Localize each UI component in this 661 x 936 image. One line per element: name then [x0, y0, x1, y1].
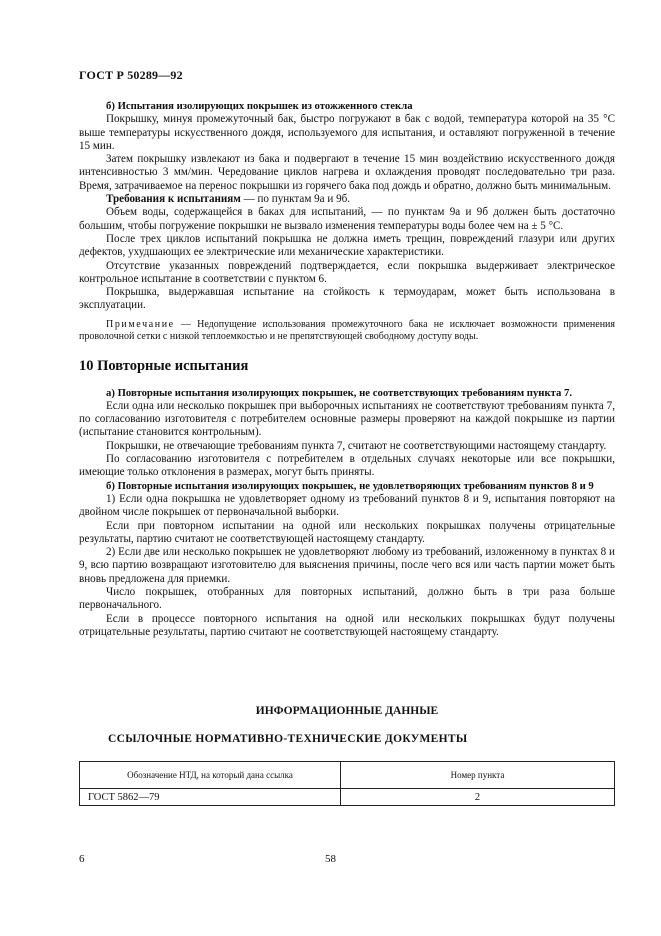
- paragraph: Покрышку, минуя промежуточный бак, быстро погружают в бак с водой, температура которой на 35 °С выше температуры искусственного дождя, используемого для испытания, и оставляют погруженной в течение 15 мин.: [79, 113, 615, 152]
- note: [79, 319, 615, 344]
- paragraph: Если при повторном испытании на одной или нескольких покрышках получены отрицательные результаты, партию считают не соответствующей настоящему стандарту.: [79, 519, 615, 545]
- table-cell: ГОСТ 5862—79: [80, 789, 341, 806]
- paragraph: Затем покрышку извлекают из бака и подвергают в течение 15 мин воздействию искусственного дождя интенсивностью 3 мм/мин. Чередование циклов нагрева и охлаждения проводят последовательно три раза. Время, затрачиваемое на перенос покрышки из горячего бака под дождь и обратно, должно быть минимальным.: [79, 153, 615, 192]
- references-title: ССЫЛОЧНЫЕ НОРМАТИВНО-ТЕХНИЧЕСКИЕ ДОКУМЕНТЫ: [108, 733, 468, 745]
- requirements-label: Требования к испытаниям: [106, 193, 241, 206]
- paragraph: По согласованию изготовителя с потребителем в отдельных случаях некоторые или все покрышки, имеющие только отклонения в размерах, могут быть приняты.: [79, 453, 615, 479]
- paragraph: После трех циклов испытаний покрышка не должна иметь трещин, повреждений глазури или других дефектов, ухудшающих ее электрические или механические характеристики.: [79, 232, 615, 259]
- paragraph: Объем воды, содержащейся в баках для испытаний, — по пунктам 9а и 9б должен быть достаточно большим, чтобы погружение покрышки не вызвало изменения температуры воды более чем на ± 5 °С.: [79, 206, 615, 232]
- requirements-text: — по пунктам 9а и 9б.: [240, 193, 351, 206]
- requirements-paragraph: [79, 193, 615, 206]
- paragraph: 1) Если одна покрышка не удовлетворяет одному из требований пунктов 8 и 9, испытания повторяют на двойном числе покрышек от первоначальной выборки.: [79, 492, 615, 519]
- table-cell: 2: [341, 789, 615, 806]
- note-label: Примечание: [106, 318, 175, 330]
- references-table: [79, 761, 615, 806]
- document-header: ГОСТ Р 50289—92: [79, 68, 183, 82]
- info-title: ИНФОРМАЦИОННЫЕ ДАННЫЕ: [255, 705, 439, 717]
- paragraph: 2) Если две или несколько покрышек не удовлетворяют любому из требований, изложенному в пунктах 8 и 9, всю партию возвращают изготовителю для выяснения причины, после чего вся или часть партии может быть вновь предложена для приемки.: [79, 546, 615, 585]
- note-text: — Недопущение использования промежуточного бака не исключает возможности применения проволочной сетки с низкой теплоемкостью и не препятствующей свободному доступу воды.: [79, 318, 615, 343]
- paragraph: Если в процессе повторного испытания на одной или нескольких покрышках будут получены отрицательные результаты, партию считают не соответствующей настоящему стандарту.: [79, 612, 615, 638]
- paragraph: Если одна или несколько покрышек при выборочных испытаниях не соответствуют требованиям пункта 7, по согласованию изготовителя с потребителем основные размеры проверяют на каждой покрышке из партии (испытание становится контрольным).: [79, 399, 615, 439]
- subsection-heading-b: б) Испытания изолирующих покрышек из отожженного стекла: [106, 100, 413, 112]
- table-header-cell: Номер пункта: [341, 762, 615, 789]
- footer-left-number: 6: [79, 853, 85, 865]
- table-row: [80, 789, 615, 806]
- paragraph: Отсутствие указанных повреждений подтверждается, если покрышка выдерживает электрическое контрольное испытание в соответствии с пунктом 6.: [79, 259, 615, 285]
- subsection-heading-b2: б) Повторные испытания изолирующих покрышек, не удовлетворяющих требованиям пунктов 8 и 9: [106, 479, 594, 492]
- paragraph: Покрышки, не отвечающие требованиям пункта 7, считают не соответствующими настоящему стандарту.: [106, 439, 607, 452]
- paragraph: Покрышка, выдержавшая испытание на стойкость к термоударам, может быть использована в эксплуатации.: [79, 286, 615, 312]
- paragraph: Число покрышек, отобранных для повторных испытаний, должно быть в три раза больше первоначального.: [79, 586, 615, 612]
- subsection-heading-a: а) Повторные испытания изолирующих покрышек, не соответствующих требованиям пункта 7.: [106, 386, 573, 399]
- table-header-cell: Обозначение НТД, на который дана ссылка: [80, 762, 341, 789]
- table-header-row: [80, 762, 615, 789]
- section-title: 10 Повторные испытания: [79, 357, 249, 374]
- document-body: [79, 100, 615, 639]
- page-number: 58: [325, 853, 336, 865]
